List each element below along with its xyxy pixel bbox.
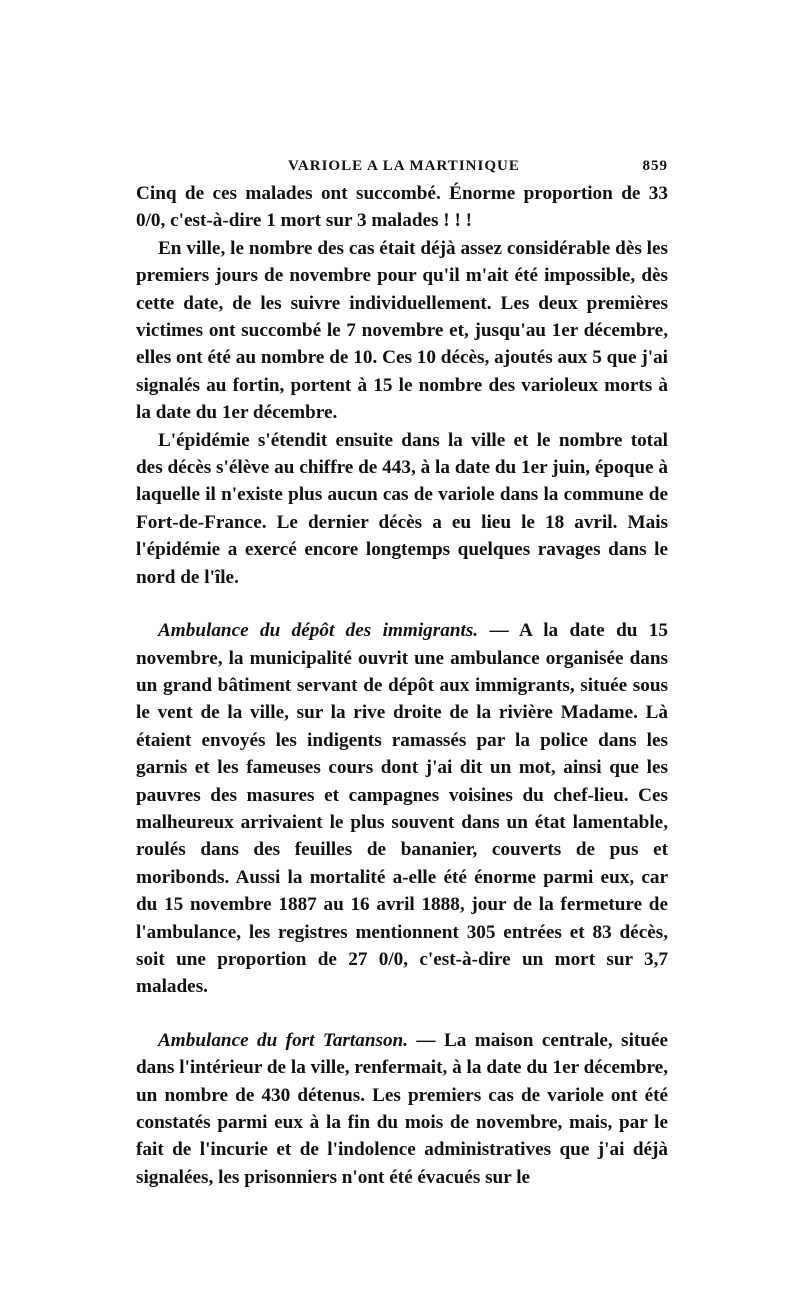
section-title: Ambulance du fort Tartanson. [158,1029,409,1051]
paragraph: L'épidémie s'étendit ensuite dans la ville et le nombre total des décès s'élève au chiffre de 443, à la date du 1er juin, époque à laquelle il n'existe plus aucun cas de variole dans la commune de Fort-de-France. Le dernier décès a eu lieu le 18 avril. Mais l'épidémie a exercé encore longtemps quelques ravages dans le nord de l'île. [136,429,668,588]
section-gap [136,591,668,617]
page-body [136,180,668,1191]
book-page [136,150,668,1191]
section-ambulance-fort [136,1027,668,1191]
running-title: VARIOLE A LA MARTINIQUE [288,158,520,174]
paragraph: En ville, le nombre des cas était déjà assez considérable dès les premiers jours de novembre pour qu'il m'ait été impossible, dès cette date, de les suivre individuellement. Les deux premières victimes ont succombé le 7 novembre et, jusqu'au 1er décembre, elles ont été au nombre de 10. Ces 10 décès, ajoutés aux 5 que j'ai signalés au fortin, portent à 15 le nombre des varioleux morts à la date du 1er décembre. [136,237,668,424]
page-number: 859 [642,158,668,174]
section-title: Ambulance du dépôt des immigrants. [158,620,479,642]
section-gap [136,1001,668,1027]
paragraph: Cinq de ces malades ont succombé. Énorme proportion de 33 0/0, c'est-à-dire 1 mort sur 3 malades ! ! ! [136,183,668,232]
page-header [136,150,668,180]
section-text: — A la date du 15 novembre, la municipalité ouvrit une ambulance organisée dans un grand bâtiment servant de dépôt aux immigrants, située sous le vent de la ville, sur la rive droite de la rivière Madame. Là étaient envoyés les indigents ramassés par la police dans les garnis et les fameuses cours dont j'ai dit un mot, ainsi que les pauvres des masures et campagnes voisines du chef-lieu. Ces malheureux arrivaient le plus souvent dans un état lamentable, roulés dans des feuilles de bananier, couverts de pus et moribonds. Aussi la mortalité a-elle été énorme parmi eux, car du 15 novembre 1887 au 16 avril 1888, jour de la fermeture de l'ambulance, les registres mentionnent 305 entrées et 83 décès, soit une proportion de 27 0/0, c'est-à-dire un mort sur 3,7 malades. [136,620,668,998]
section-ambulance-depot [136,617,668,1001]
section-text: — La maison centrale, située dans l'intérieur de la ville, renfermait, à la date du 1er décembre, un nombre de 430 détenus. Les premiers cas de variole ont été constatés parmi eux à la fin du mois de novembre, mais, par le fait de l'incurie et de l'indolence administratives que j'ai déjà signalées, les prisonniers n'ont été évacués sur le [136,1029,668,1188]
